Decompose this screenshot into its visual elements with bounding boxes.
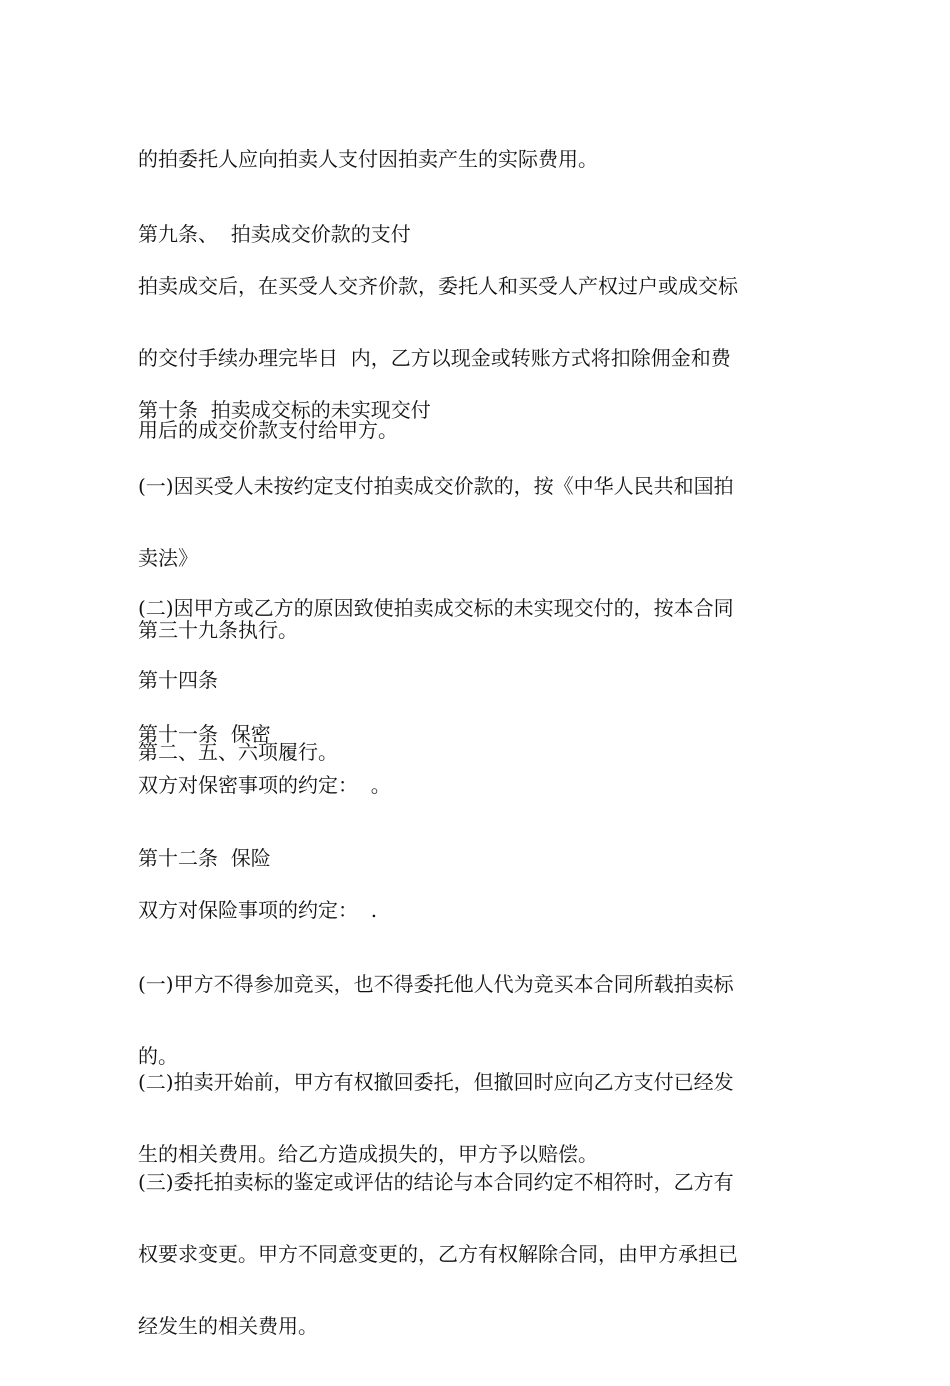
text-line: (一)因买受人未按约定支付拍卖成交价款的，按《中华人民共和国拍 (138, 474, 734, 498)
text-line: 权要求变更。甲方不同意变更的，乙方有权解除合同，由甲方承担已 (138, 1242, 738, 1266)
text-line: (三)委托拍卖标的鉴定或评估的结论与本合同约定不相符时，乙方有 (138, 1170, 734, 1194)
text-line: 第十一条 保密 (138, 722, 271, 746)
text-line: 的。 (138, 1044, 178, 1068)
text-line: 双方对保密事项的约定： 。 (138, 773, 391, 797)
text-line: 第三十九条执行。 (138, 618, 298, 642)
text-line: 第九条、 拍卖成交价款的支付 (138, 222, 411, 246)
text-line: 卖法》 (138, 546, 198, 570)
paragraph-article-12-item-3 (138, 1122, 818, 1386)
text-line: 第十条 拍卖成交标的未实现交付 (138, 398, 431, 422)
text-line: 第十二条 保险 (138, 846, 271, 870)
text-line: 的交付手续办理完毕日 内，乙方以现金或转账方式将扣除佣金和费 (138, 346, 731, 370)
text-line: 生的相关费用。给乙方造成损失的，甲方予以赔偿。 (138, 1142, 598, 1166)
text-line: (一)甲方不得参加竞买，也不得委托他人代为竞买本合同所载拍卖标 (138, 972, 734, 996)
text-line: 的拍委托人应向拍卖人支付因拍卖产生的实际费用。 (138, 147, 598, 171)
text-line: (二)拍卖开始前，甲方有权撤回委托，但撤回时应向乙方支付已经发 (138, 1070, 734, 1094)
text-line: 第十四条 (138, 668, 218, 692)
text-line: 双方对保险事项的约定： . (138, 898, 378, 922)
text-line: 第二、五、六项履行。 (138, 740, 338, 764)
text-line: 拍卖成交后，在买受人交齐价款，委托人和买受人产权过户或成交标 (138, 274, 738, 298)
text-line: 经发生的相关费用。 (138, 1314, 318, 1338)
text-line: (二)因甲方或乙方的原因致使拍卖成交标的未实现交付的，按本合同 (138, 596, 734, 620)
text-line: 用后的成交价款支付给甲方。 (138, 418, 398, 442)
